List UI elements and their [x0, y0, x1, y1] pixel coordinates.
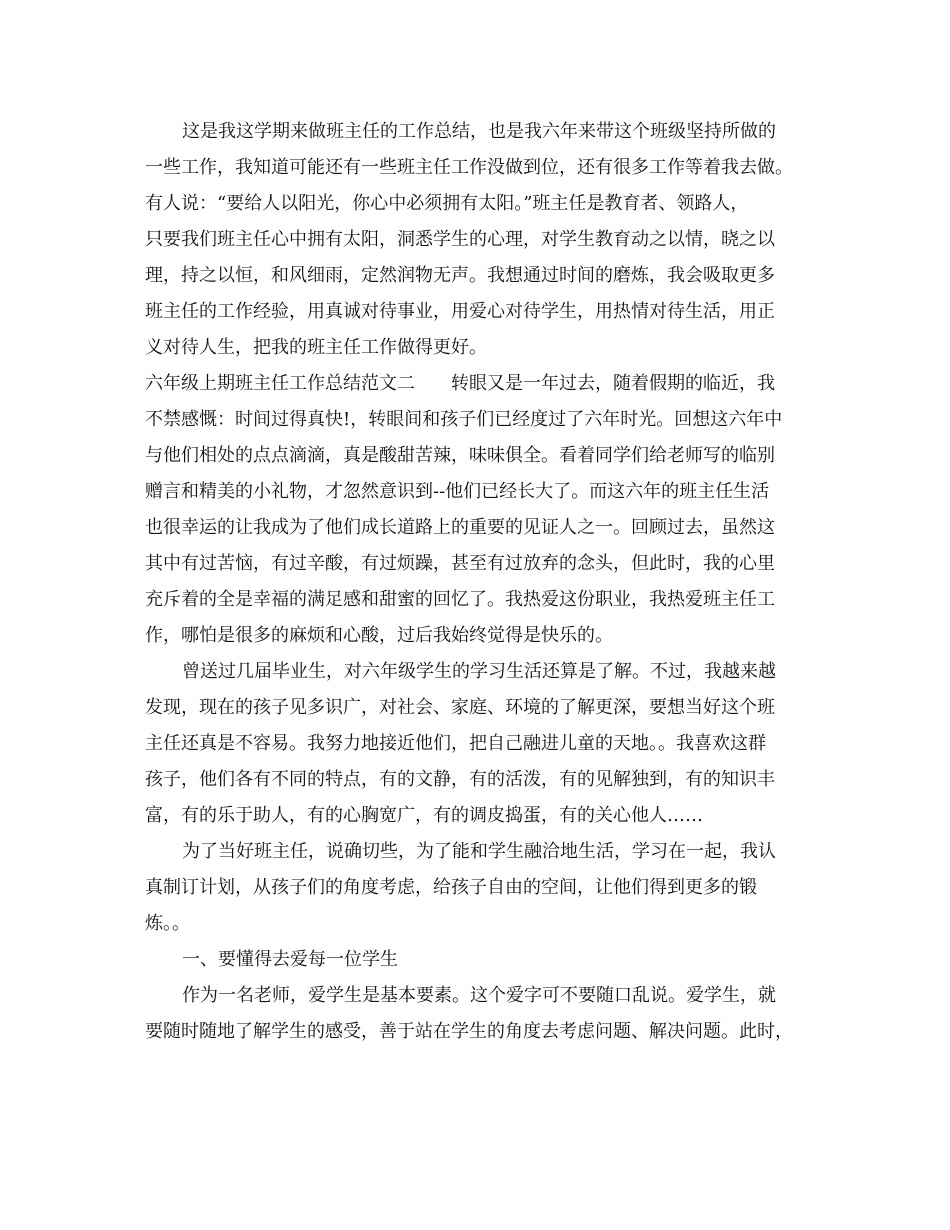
- text-line: 不禁感慨：时间过得真快!，转眼间和孩子们已经度过了六年时光。回想这六年中: [145, 409, 783, 430]
- text-line: 真制订计划，从孩子们的角度考虑，给孩子自由的空间，让他们得到更多的锻: [145, 877, 757, 898]
- subheading-line: 一、要懂得去爱每一位学生: [182, 949, 398, 970]
- text-line: 班主任的工作经验，用真诚对待事业，用爱心对待学生，用热情对待生活，用正: [145, 301, 775, 322]
- text-line: 赠言和精美的小礼物，才忽然意识到--他们已经长大了。而这六年的班主任生活: [145, 481, 770, 502]
- text-line: 只要我们班主任心中拥有太阳，洞悉学生的心理，对学生教育动之以情，晓之以: [145, 229, 775, 250]
- text-line: 要随时随地了解学生的感受，善于站在学生的角度去考虑问题、解决问题。此时，: [145, 1021, 793, 1042]
- text-line: 一些工作，我知道可能还有一些班主任工作没做到位，还有很多工作等着我去做。: [145, 157, 793, 178]
- text-line: 为了当好班主任，说确切些，为了能和学生融洽地生活，学习在一起，我认: [182, 841, 776, 862]
- section-heading-line: 六年级上期班主任工作总结范文二 转眼又是一年过去，随着假期的临近，我: [145, 373, 775, 394]
- text-line: 曾送过几届毕业生，对六年级学生的学习生活还算是了解。不过，我越来越: [182, 661, 776, 682]
- text-line: 富，有的乐于助人，有的心胸宽广，有的调皮捣蛋，有的关心他人……: [145, 805, 703, 826]
- text-line: 也很幸运的让我成为了他们成长道路上的重要的见证人之一。回顾过去，虽然这: [145, 517, 775, 538]
- text-line: 这是我这学期来做班主任的工作总结，也是我六年来带这个班级坚持所做的: [182, 121, 776, 142]
- text-line: 理，持之以恒，和风细雨，定然润物无声。我想通过时间的磨炼，我会吸取更多: [145, 265, 775, 286]
- text-line: 义对待人生，把我的班主任工作做得更好。: [145, 337, 487, 358]
- text-line: 有人说：“要给人以阳光，你心中必须拥有太阳。”班主任是教育者、领路人，: [145, 193, 749, 214]
- text-line: 其中有过苦恼，有过辛酸，有过烦躁，甚至有过放弃的念头，但此时，我的心里: [145, 553, 775, 574]
- text-line: 孩子，他们各有不同的特点，有的文静，有的活泼，有的见解独到，有的知识丰: [145, 769, 775, 790]
- text-line: 主任还真是不容易。我努力地接近他们，把自己融进儿童的天地。。我喜欢这群: [145, 733, 766, 754]
- text-line: 充斥着的全是幸福的满足感和甜蜜的回忆了。我热爱这份职业，我热爱班主任工: [145, 589, 775, 610]
- text-line: 炼。。: [145, 913, 190, 934]
- text-line: 作为一名老师，爱学生是基本要素。这个爱字可不要随口乱说。爱学生，就: [182, 985, 776, 1006]
- text-line: 与他们相处的点点滴滴，真是酸甜苦辣，味味俱全。看着同学们给老师写的临别: [145, 445, 775, 466]
- text-line: 作，哪怕是很多的麻烦和心酸，过后我始终觉得是快乐的。: [145, 625, 613, 646]
- text-line: 发现，现在的孩子见多识广，对社会、家庭、环境的了解更深，要想当好这个班: [145, 697, 775, 718]
